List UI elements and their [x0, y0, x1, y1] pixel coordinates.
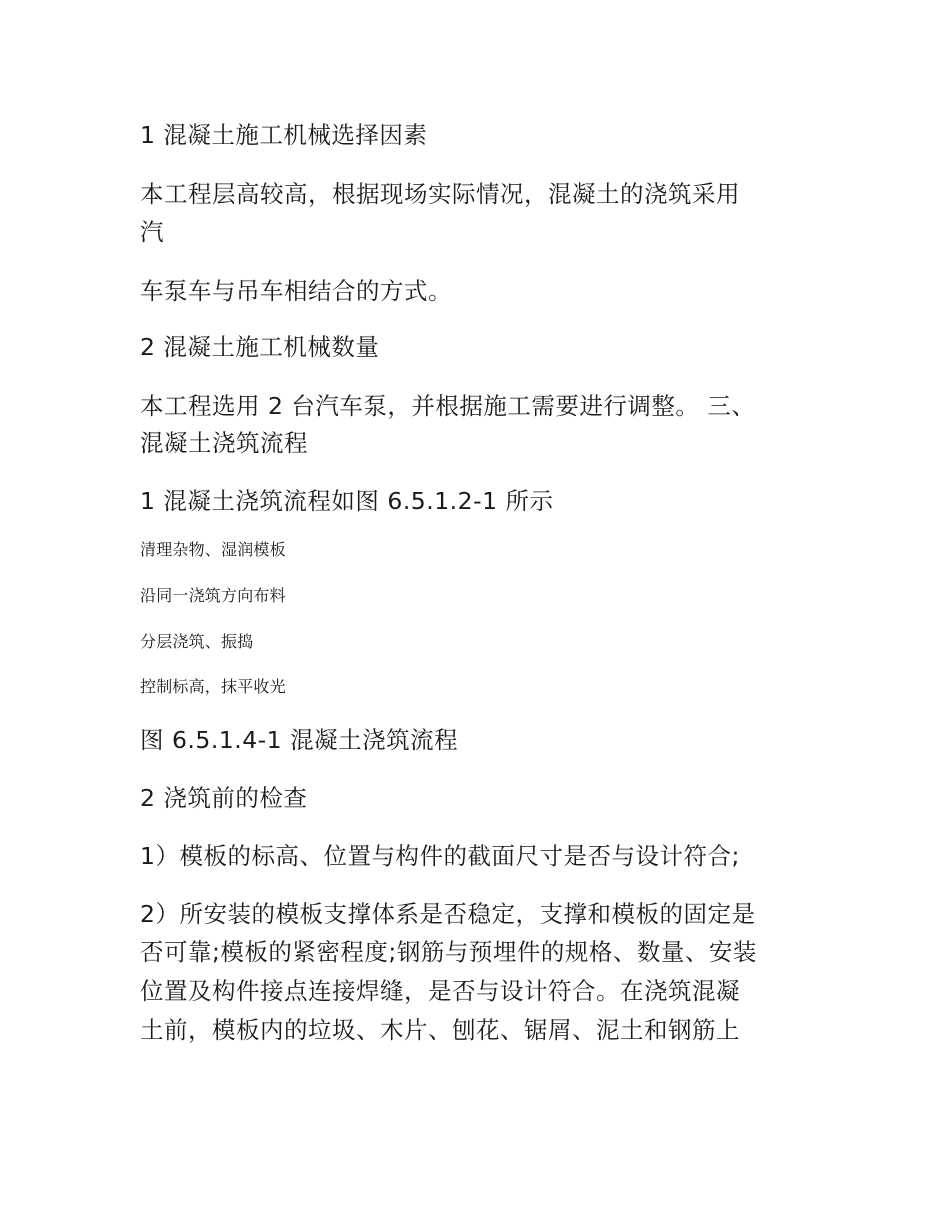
- flow-step: 清理杂物、湿润模板: [140, 540, 286, 559]
- heading-pre-pour-inspection: 2 浇筑前的检查: [140, 784, 308, 812]
- paragraph-line: 本工程选用 2 台汽车泵，并根据施工需要进行调整。 三、: [140, 392, 756, 420]
- list-item: 1）模板的标高、位置与构件的截面尺寸是否与设计符合;: [140, 842, 740, 870]
- flow-step: 控制标高，抹平收光: [140, 677, 286, 696]
- flow-step: 沿同一浇筑方向布料: [140, 586, 286, 605]
- paragraph-line: 汽: [140, 218, 164, 246]
- heading-machinery-selection: 1 混凝土施工机械选择因素: [140, 121, 428, 149]
- figure-caption: 图 6.5.1.4-1 混凝土浇筑流程: [140, 726, 459, 754]
- paragraph-line: 车泵车与吊车相结合的方式。: [140, 277, 452, 305]
- paragraph-line: 位置及构件接点连接焊缝，是否与设计符合。在浇筑混凝: [140, 977, 740, 1005]
- heading-pouring-process: 混凝土浇筑流程: [140, 429, 308, 457]
- paragraph-line: 土前，模板内的垃圾、木片、刨花、锯屑、泥土和钢筋上: [140, 1016, 740, 1044]
- paragraph-line: 否可靠;模板的紧密程度;钢筋与预埋件的规格、数量、安装: [140, 938, 757, 966]
- heading-machinery-quantity: 2 混凝土施工机械数量: [140, 333, 380, 361]
- paragraph-line: 本工程层高较高，根据现场实际情况，混凝土的浇筑采用: [140, 180, 740, 208]
- heading-pouring-flow: 1 混凝土浇筑流程如图 6.5.1.2-1 所示: [140, 487, 554, 515]
- list-item: 2）所安装的模板支撑体系是否稳定，支撑和模板的固定是: [140, 900, 756, 928]
- flow-step: 分层浇筑、振捣: [140, 632, 254, 651]
